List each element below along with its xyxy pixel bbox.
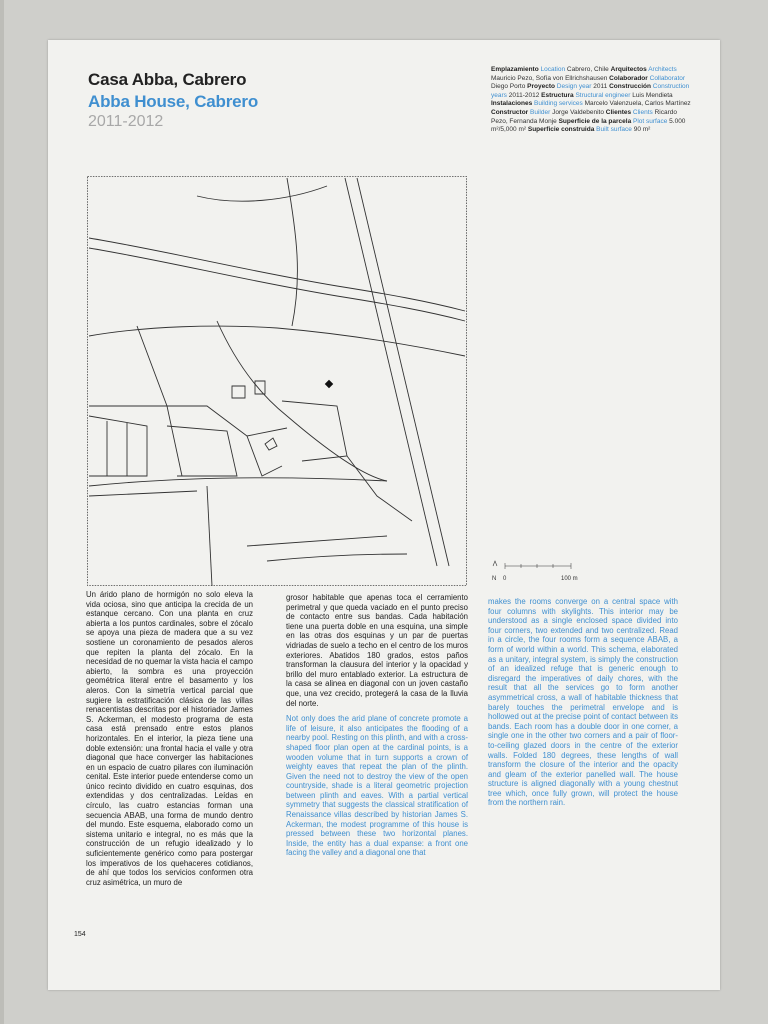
credit-label-en: Built surface [596,126,632,134]
credit-label-en: Plot surface [633,117,668,125]
page-number: 154 [74,931,86,938]
credit-value: Cabrero, Chile [566,66,609,73]
text-column-2 [286,593,468,864]
scale-zero: 0 [503,576,507,582]
credit-entry [491,66,611,73]
credit-label-en: Collaborator [649,74,686,82]
credit-label-en: Construction years [491,83,690,99]
house-marker [325,380,333,388]
credit-label-en: Building services [534,100,583,108]
credit-label-es: Estructura [541,91,574,99]
body-text-english-part2: makes the rooms converge on a central space with four columns with skylights. This interior may be understood as a single enclosed space divided into four corners, two extended and two centralized. Read in a circle, the four rooms form a sequence ABAB, a form of world within a world. This schema, elaborated as a unitary, integral system, is simply the construction of an idealized refuge that is generic enough to disregard the imperatives of daily chores, with the result that all the services go to form another asymmetrical cross, a wall of habitable thickness that barely touches the perimetral envelope and is hollowed out at the precise point of contact between its bands. Each room has a double door in one corner, a single one in the other two corners and a pair of floor-to-ceiling glazed doors in the centre of the exterior walls. Folded 180 degrees, these lengths of wall transform the closure of the interior and the opacity and gleam of the exterior panelled wall. The house structure is aligned diagonally with a young chestnut tree which, once fully grown, will protect the house from the northern rain. [488,597,678,808]
scan-edge [0,0,4,1024]
page-title-spanish: Casa Abba, Cabrero [88,70,247,89]
credit-label-es: Constructor [491,108,529,116]
body-text-spanish: Un árido plano de hormigón no solo eleva la vida ociosa, sino que anticipa la crecida de un estanque cercano. Con una planta en cruz abierta a los puntos cardinales, sobre el zócalo se apoya una pieza de madera que a su vez sostiene un coronamiento de pesados aleros que repiten la planta del zócalo. En la necesidad de no quemar la vista hacia el campo abierto, la sombra es una proyección geométrica literal entre el basamento y los aleros. Con la simetría vertical parcial que sugiere la estratificación clásica de las villas renacentistas descritas por el historiador James S. Ackerman, el modesto programa de esta casa está prensado entre estos planos horizontales. En el interior, la pieza tiene una doble extensión: una frontal hacia el valle y otra diagonal que hace converger las habitaciones en un espacio de cuatro pilares con iluminación cenital. Este interior puede entenderse como un único recinto dividido en cuatro esquinas, dos extendidas y dos centralizadas. Leídas en círculo, las cuatro estancias forman una secuencia ABAB, una forma de mundo dentro del mundo. Este esquema, elaborado como un sistema unitario e integral, no es más que la construcción de un refugio idealizado y lo suficientemente genérico como para postergar los imperativos de los quehaceres cotidianos, de ahí que todos los servicios conformen otra cruz asimétrica, un muro de [86,590,253,887]
credit-label-en: Design year [556,83,592,91]
credit-value: Jorge Valdebenito [552,108,604,116]
credit-value: 90 m² [633,126,651,134]
credit-value: Luis Mendieta [632,91,673,99]
credit-label-en: Structural engineer [575,91,631,99]
credit-label-es: Instalaciones [491,100,533,108]
credit-entry [491,100,691,107]
credit-label-en: Builder [530,108,551,116]
credit-value: Diego Porto [491,83,526,91]
credit-label-es: Construcción [609,83,651,91]
credit-label-en: Clients [632,108,653,116]
site-plan-map [87,176,467,586]
project-years: 2011-2012 [88,113,164,130]
text-column-1 [86,590,253,893]
credit-value: Mauricio Pezo, Sofía von Ellrichshausen [491,74,608,82]
credit-value: 2011-2012 [508,91,540,99]
page-title-english: Abba House, Cabrero [88,92,259,111]
project-credits [491,66,691,135]
magazine-page [48,40,720,990]
credit-label-es: Superficie de la parcela [558,117,632,125]
credit-value: Ricardo Pezo, Fernanda Monje [491,108,677,125]
scale-end: 100 m [561,576,578,582]
body-text-spanish-continued: grosor habitable que apenas toca el cerramiento perimetral y que queda vaciado en el punto preciso de contacto entre sus bandas. Cada habitación tiene una puerta doble en una esquina, una simple en las otras dos esquinas y un par de puertas vidriadas de suelo a techo en el centro de los muros exteriores. Abatidos 180 grados, estos paños transforman la clausura del interior y la opacidad y brillo del muro entablado exterior. La estructura de la casa se alinea en diagonal con un joven castaño que, una vez crecido, protegerá la casa de la lluvia del norte. [286,593,468,708]
credit-value: 5.000 m²/5,000 m² [491,117,686,134]
credit-label-en: Location [540,66,566,73]
map-scale-bar [491,560,581,590]
credit-label-es: Clientes [605,108,632,116]
credit-entry [527,83,609,90]
credit-label-es: Proyecto [527,83,555,91]
body-text-english-part1: Not only does the arid plane of concrete promote a life of leisure, it also anticipates the flooding of a nearby pool. Resting on this plinth, and with a cross-shaped floor plan open at the cardinal points, is a wooden volume that in turn supports a crown of weighty eaves that repeat the plan of the plinth. Given the need not to destroy the view of the open countryside, shade is a literal geometric projection between plinth and eaves. With a partial vertical symmetry that suggests the classical stratification of Renaissance villas described by historian James S. Ackerman, the modest programme of this house is pressed between these two horizontal planes. Inside, the entity has a dual expanse: a front one facing the valley and a diagonal one that [286,714,468,858]
credit-entry [541,92,673,99]
credit-value: Marcelo Valenzuela, Carlos Martínez [584,100,691,108]
credit-entry [491,109,606,116]
text-column-3 [488,597,678,814]
credit-value: 2011 [593,83,608,91]
credit-label-en: Architects [648,66,677,73]
credit-label-es: Colaborador [609,74,648,82]
credit-label-es: Arquitectos [610,66,647,73]
credit-entry [528,126,651,133]
credit-label-es: Emplazamiento [491,66,539,73]
credit-label-es: Superficie construida [527,126,595,134]
north-label: N [492,576,497,582]
